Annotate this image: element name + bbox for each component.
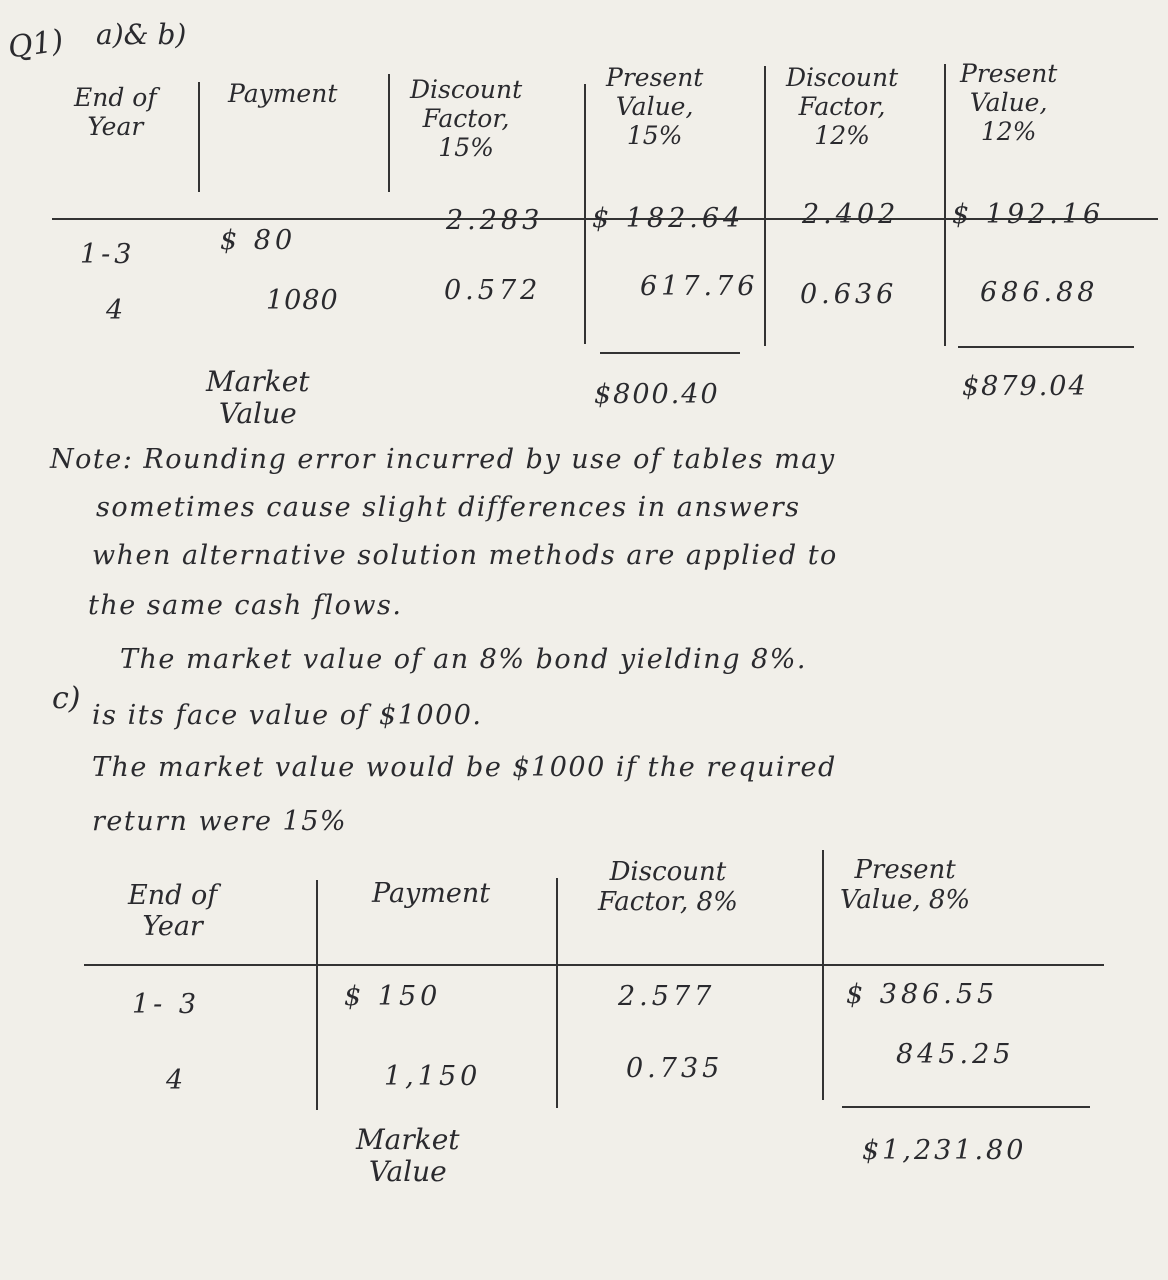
table1-header-present-value-15: Present Value, 15% [606,63,704,150]
table1-cell-payment: 1080 [266,285,339,316]
table2-header-end-of-year: End of Year [128,880,218,943]
table2-cell-payment: $ 150 [344,981,442,1012]
part-c-line: return were 15% [92,806,348,837]
table1-cell-discount-12: 0.636 [800,279,898,310]
table1-divider [198,82,200,192]
table2-divider [316,880,318,1110]
table2-divider [556,878,558,1108]
table1-divider [584,84,586,344]
table1-cell-year: 1-3 [80,239,136,270]
table2-cell-pv-8: 845.25 [896,1039,1015,1070]
part-c-line: The market value of an 8% bond yielding 8%. [120,644,807,675]
table2-cell-pv-8: $ 386.55 [846,979,999,1010]
table2-cell-discount-8: 0.735 [626,1053,724,1084]
table2-header-rule [84,964,1104,966]
table1-cell-pv-15: 617.76 [640,271,759,302]
part-c-line: The market value would be $1000 if the required [92,752,837,783]
table1-cell-discount-12: 2.402 [802,199,900,230]
table1-header-end-of-year: End of Year [74,83,157,141]
part-c-line: is its face value of $1000. [92,700,483,731]
table1-divider [388,74,390,192]
table1-cell-discount-15: 2.283 [446,205,544,236]
table1-cell-payment: $ 80 [220,225,297,256]
table1-divider [764,66,766,346]
table1-header-discount-factor-12: Discount Factor, 12% [786,63,899,150]
table1-total-12: $879.04 [962,371,1088,402]
table2-header-payment: Payment [372,878,491,909]
table1-cell-discount-15: 0.572 [444,275,542,306]
table1-cell-year: 4 [106,295,128,326]
table2-header-present-value-8: Present Value, 8% [840,855,971,915]
table1-sum-rule [958,346,1134,348]
table1-cell-pv-15: $ 182.64 [592,203,745,234]
table2-cell-payment: 1,150 [384,1061,482,1092]
table1-sum-rule [600,352,740,354]
table2-total: $1,231.80 [862,1135,1027,1166]
question-parts: a)& b) [96,18,187,51]
table1-cell-pv-12: 686.88 [980,277,1099,308]
table2-cell-year: 1- 3 [132,989,201,1020]
table1-market-value-label: Market Value [206,365,310,431]
table2-cell-discount-8: 2.577 [618,981,716,1012]
table2-cell-year: 4 [166,1065,188,1096]
table1-cell-pv-12: $ 192.16 [952,199,1105,230]
table2-sum-rule [842,1106,1090,1108]
table1-divider [944,64,946,346]
note-line: Note: Rounding error incurred by use of tables may [50,444,836,475]
table1-header-present-value-12: Present Value, 12% [960,59,1058,146]
table1-total-15: $800.40 [594,379,720,410]
table1-header-payment: Payment [228,79,338,108]
table2-divider [822,850,824,1100]
note-line: sometimes cause slight differences in answers [96,492,801,523]
table1-header-discount-factor-15: Discount Factor, 15% [410,75,523,162]
note-line: when alternative solution methods are applied to [92,540,838,571]
part-c-label: c) [52,681,81,716]
table2-market-value-label: Market Value [356,1123,460,1189]
question-number: Q1) [5,23,66,66]
note-line: the same cash flows. [88,590,403,621]
table2-header-discount-factor-8: Discount Factor, 8% [598,857,738,917]
